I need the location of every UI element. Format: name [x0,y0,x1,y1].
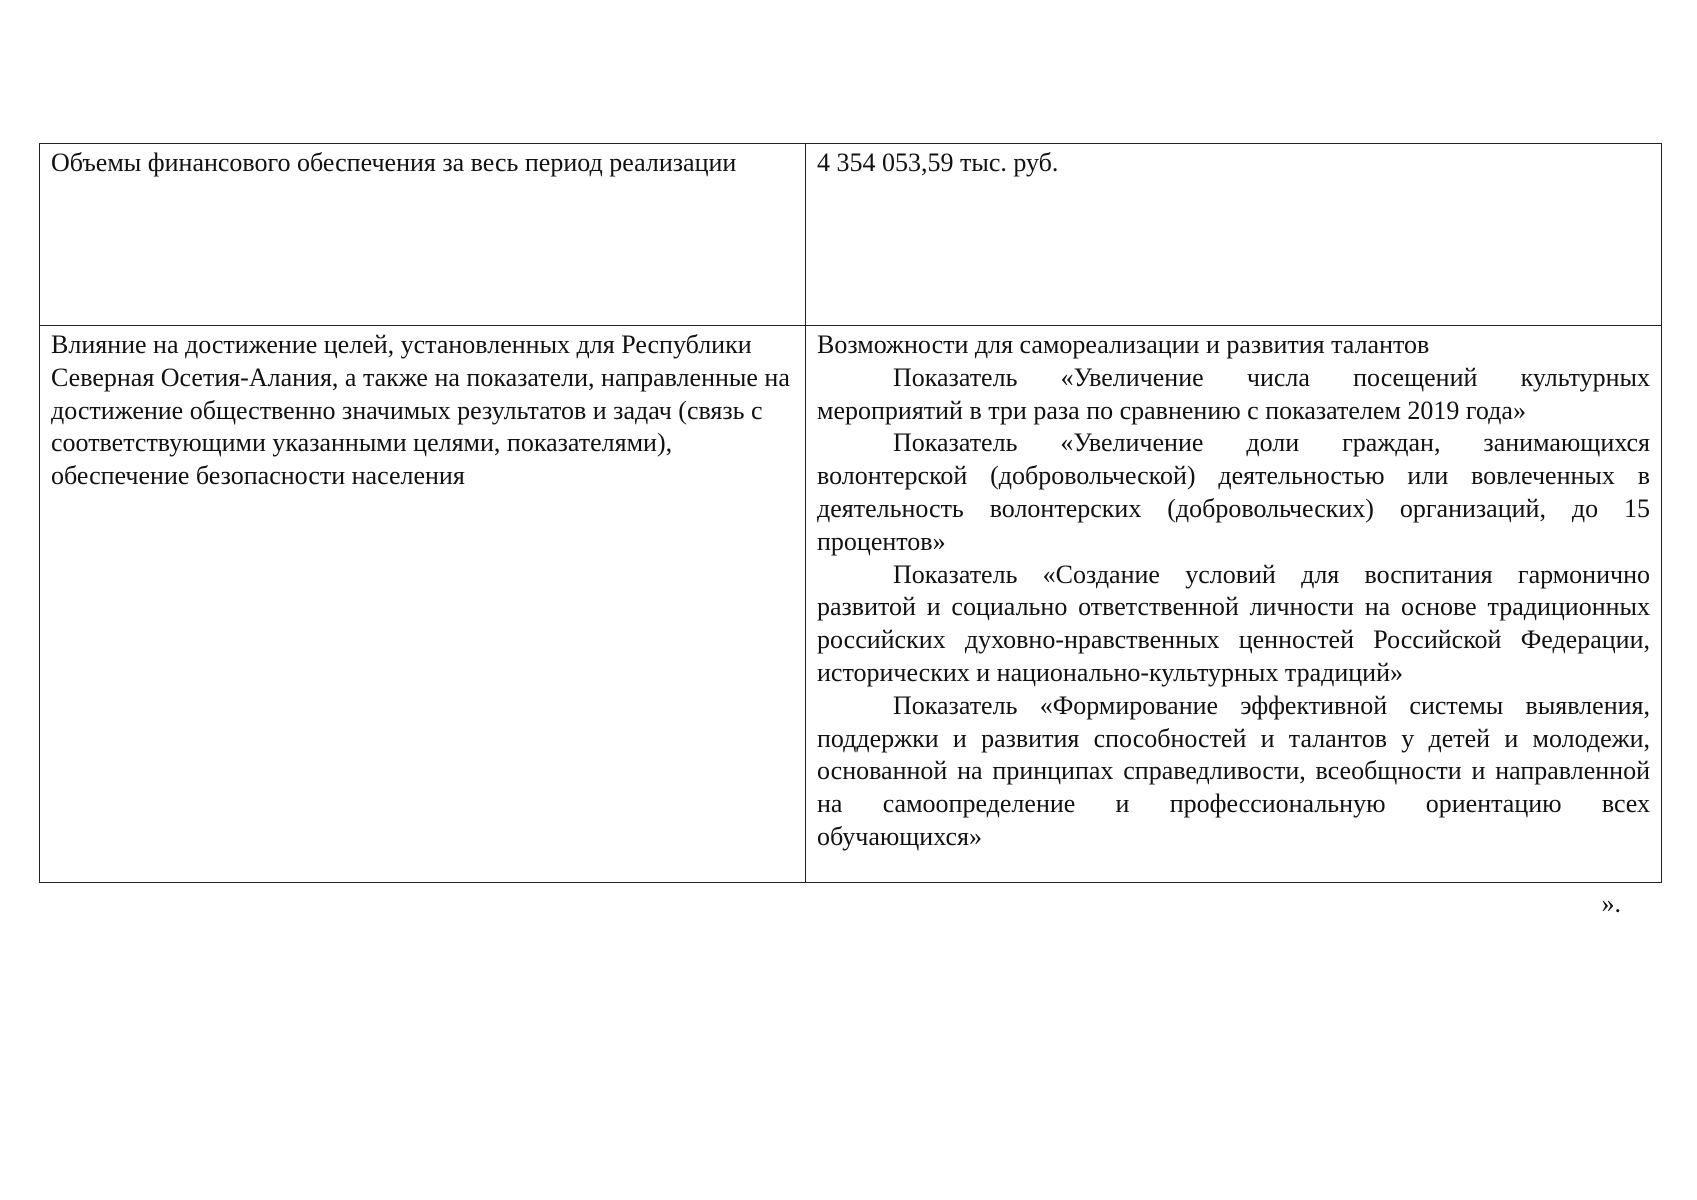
closing-quote-mark: ». [1601,889,1621,918]
indicator-paragraph: Показатель «Увеличение доли граждан, занимающихся волонтерской (добровольческой) деятельностью или вовлеченных в деятельность волонтерских (добровольческих) организаций, до 15 процентов» [817,428,1650,556]
funding-label: Объемы финансового обеспечения за весь период реализации [51,148,737,177]
row-label-cell [40,144,806,326]
indicator-paragraph: Показатель «Увеличение числа посещений культурных мероприятий в три раза по сравнению с показателем 2019 года» [817,362,1650,425]
impact-label: Влияние на достижение целей, установленных для Республики Северная Осетия-Алания, а также на показатели, направленные на достижение общественно значимых результатов и задач (связь с соответствующими указанными целями, показателями), обеспечение безопасности населения [51,330,790,491]
funding-amount: 4 354 053,59 тыс. руб. [817,148,1059,177]
row-value-cell [806,144,1662,326]
national-goal: Возможности для самореализации и развития талантов [817,330,1430,359]
row-value-cell [806,326,1662,883]
row-label-cell [40,326,806,883]
table-row [40,326,1662,883]
passport-table [39,143,1662,883]
indicator-paragraph: Показатель «Формирование эффективной системы выявления, поддержки и развития способностей и талантов у детей и молодежи, основанной на принципах справедливости, всеобщности и направленной на самоопределение и профессиональную ориентацию всех обучающихся» [817,690,1650,851]
table-row [40,144,1662,326]
indicator-paragraph: Показатель «Создание условий для воспитания гармонично развитой и социально ответственной личности на основе традиционных российских духовно-нравственных ценностей Российской Федерации, исторических и национально-культурных традиций» [817,559,1650,687]
